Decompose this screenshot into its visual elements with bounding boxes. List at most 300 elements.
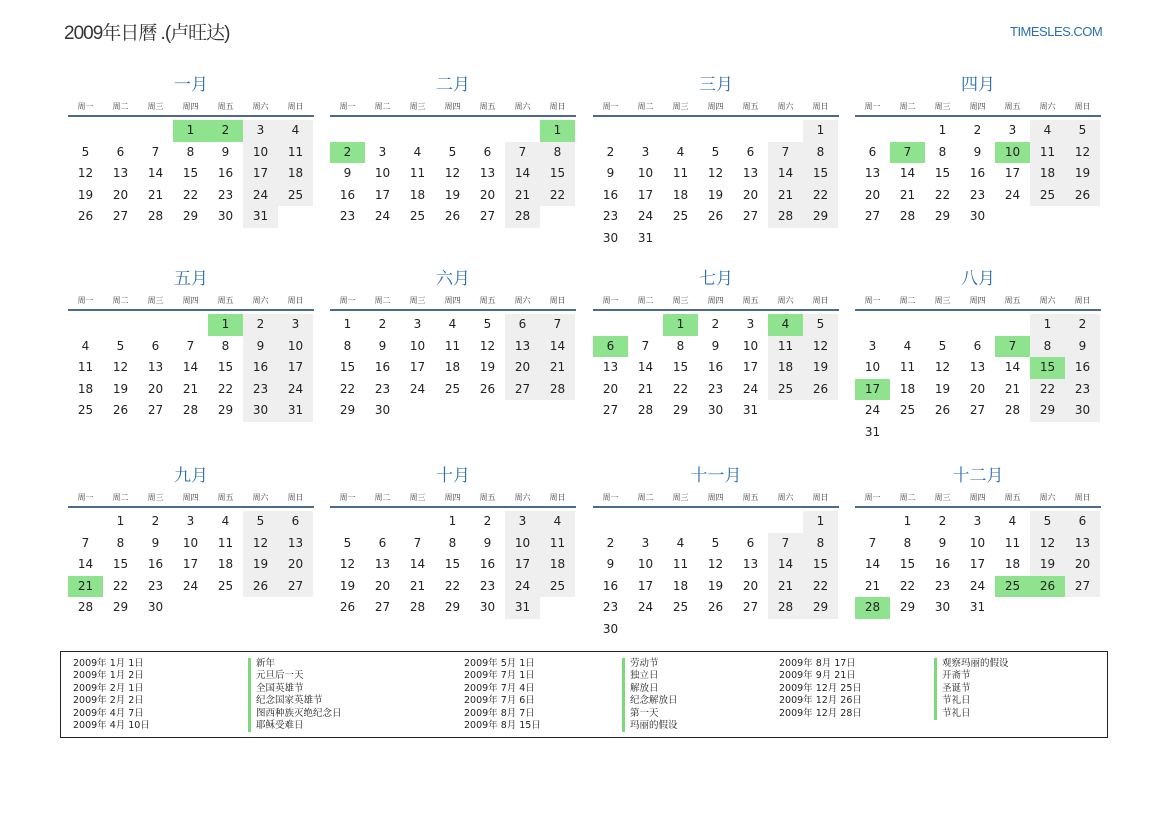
day-cell: 26	[803, 379, 838, 401]
weekday-label: 周一	[339, 102, 356, 111]
day-cell: 31	[742, 403, 759, 418]
day-cell: 5	[938, 338, 947, 353]
day-cell: 21	[899, 187, 916, 202]
day-cell: 8	[343, 338, 352, 353]
day-cell: 11	[409, 166, 426, 181]
day-cell: 2	[378, 317, 387, 331]
day-cell: 31	[243, 206, 278, 228]
day-cell: 9	[343, 166, 352, 181]
day-grid	[68, 314, 314, 422]
day-cell: 27	[278, 576, 313, 598]
day-cell: 25	[444, 381, 461, 396]
empty-cell	[103, 120, 138, 142]
day-cell: 18	[540, 554, 575, 576]
legend-date: 2009年 8月 17日	[779, 658, 856, 669]
weekday-header	[593, 101, 839, 117]
empty-cell	[470, 120, 505, 142]
holiday-day-cell: 10	[995, 142, 1030, 164]
month-name: 三月	[699, 75, 733, 95]
weekday-label: 周一	[864, 296, 881, 305]
day-cell: 3	[378, 144, 387, 159]
day-cell: 2	[243, 314, 278, 336]
day-cell: 9	[243, 336, 278, 358]
weekday-label: 周六	[252, 493, 269, 502]
holiday-day-cell: 4	[768, 314, 803, 336]
day-cell: 10	[969, 535, 986, 550]
legend-holiday-name: 第一天	[622, 708, 678, 720]
day-cell: 15	[803, 163, 838, 185]
day-cell: 23	[339, 209, 356, 224]
day-cell: 13	[864, 166, 881, 181]
weekday-label: 周五	[217, 296, 234, 305]
day-cell: 12	[77, 166, 94, 181]
day-cell: 11	[444, 338, 461, 353]
month-calendar	[68, 73, 314, 228]
weekday-header	[593, 492, 839, 508]
empty-cell	[138, 314, 173, 336]
weekday-label: 周四	[182, 102, 199, 111]
day-cell: 24	[278, 379, 313, 401]
weekday-header	[68, 492, 314, 508]
day-cell: 29	[899, 600, 916, 615]
weekday-label: 周四	[707, 296, 724, 305]
month-name: 一月	[174, 75, 208, 95]
day-cell: 23	[1065, 379, 1100, 401]
day-cell: 2	[973, 123, 982, 137]
weekday-label: 周六	[777, 296, 794, 305]
legend-date: 2009年 2月 2日	[73, 695, 144, 707]
day-cell: 22	[217, 381, 234, 396]
day-cell: 6	[505, 314, 540, 336]
day-cell: 31	[864, 424, 881, 439]
day-cell: 13	[374, 557, 391, 572]
holiday-day-cell: 25	[995, 576, 1030, 598]
empty-cell	[68, 314, 103, 336]
legend-holiday-name: 解放日	[622, 683, 678, 695]
day-cell: 7	[641, 338, 650, 353]
legend-date: 2009年 4月 10日	[73, 720, 150, 732]
day-cell: 19	[339, 578, 356, 593]
day-cell: 11	[672, 557, 689, 572]
weekday-label: 周五	[217, 102, 234, 111]
day-cell: 7	[186, 338, 195, 353]
day-cell: 15	[803, 554, 838, 576]
weekday-label: 周四	[969, 296, 986, 305]
day-cell: 3	[1008, 123, 1017, 137]
empty-cell	[593, 511, 628, 533]
weekday-label: 周六	[1039, 296, 1056, 305]
day-cell: 15	[112, 557, 129, 572]
holiday-day-cell: 6	[593, 336, 628, 358]
day-cell: 13	[969, 360, 986, 375]
day-cell: 19	[707, 578, 724, 593]
day-cell: 6	[746, 535, 755, 550]
legend-date: 2009年 9月 21日	[779, 670, 856, 682]
day-cell: 1	[116, 514, 125, 528]
day-cell: 26	[707, 209, 724, 224]
empty-cell	[593, 120, 628, 142]
weekday-label: 周日	[1074, 493, 1091, 502]
weekday-label: 周三	[409, 493, 426, 502]
day-cell: 26	[77, 209, 94, 224]
weekday-label: 周二	[112, 493, 129, 502]
weekday-label: 周一	[77, 296, 94, 305]
day-cell: 25	[540, 576, 575, 598]
day-cell: 3	[868, 338, 877, 353]
day-cell: 4	[1008, 514, 1017, 528]
day-cell: 9	[938, 535, 947, 550]
holiday-day-cell: 1	[540, 120, 575, 142]
day-cell: 28	[1004, 403, 1021, 418]
legend-date: 2009年 8月 15日	[464, 720, 541, 732]
day-cell: 6	[1065, 511, 1100, 533]
weekday-label: 周三	[672, 493, 689, 502]
day-cell: 18	[672, 187, 689, 202]
empty-cell	[890, 120, 925, 142]
weekday-label: 周二	[637, 493, 654, 502]
day-cell: 13	[742, 166, 759, 181]
day-cell: 16	[602, 187, 619, 202]
legend-holiday-name: 耶稣受难日	[248, 720, 342, 732]
day-cell: 3	[746, 317, 755, 331]
legend-date: 2009年 1月 2日	[73, 670, 144, 682]
empty-cell	[173, 314, 208, 336]
day-cell: 19	[1030, 554, 1065, 576]
day-cell: 9	[221, 144, 230, 159]
day-cell: 20	[374, 578, 391, 593]
day-cell: 30	[934, 600, 951, 615]
day-cell: 16	[217, 166, 234, 181]
day-cell: 31	[505, 597, 540, 619]
weekday-label: 周五	[217, 493, 234, 502]
day-cell: 8	[803, 533, 838, 555]
day-cell: 21	[409, 578, 426, 593]
day-cell: 5	[1065, 120, 1100, 142]
day-cell: 26	[707, 600, 724, 615]
day-cell: 6	[378, 535, 387, 550]
day-cell: 16	[1065, 357, 1100, 379]
weekday-label: 周六	[252, 296, 269, 305]
empty-cell	[768, 120, 803, 142]
legend-date: 2009年 7月 1日	[464, 670, 535, 682]
day-cell: 11	[1004, 535, 1021, 550]
day-cell: 29	[444, 600, 461, 615]
day-cell: 5	[483, 317, 492, 331]
day-cell: 2	[1065, 314, 1100, 336]
weekday-label: 周六	[1039, 493, 1056, 502]
day-cell: 24	[1004, 187, 1021, 202]
day-cell: 5	[711, 535, 720, 550]
day-cell: 25	[672, 209, 689, 224]
day-cell: 7	[768, 142, 803, 164]
weekday-label: 周二	[374, 296, 391, 305]
empty-cell	[855, 120, 890, 142]
day-cell: 20	[505, 357, 540, 379]
day-cell: 15	[217, 360, 234, 375]
day-cell: 27	[505, 379, 540, 401]
month-name: 七月	[699, 269, 733, 289]
empty-cell	[855, 314, 890, 336]
day-cell: 23	[969, 187, 986, 202]
legend-holiday-name: 全国英雄节	[248, 683, 342, 695]
legend-date: 2009年 5月 1日	[464, 658, 535, 669]
empty-cell	[628, 120, 663, 142]
legend-dates-col-1	[73, 658, 150, 732]
day-cell: 8	[186, 144, 195, 159]
day-cell: 31	[969, 600, 986, 615]
day-cell: 27	[742, 600, 759, 615]
empty-cell	[698, 511, 733, 533]
day-cell: 8	[803, 142, 838, 164]
day-cell: 6	[116, 144, 125, 159]
day-cell: 1	[448, 514, 457, 528]
day-cell: 8	[676, 338, 685, 353]
day-cell: 20	[602, 381, 619, 396]
day-cell: 13	[602, 360, 619, 375]
weekday-header	[855, 492, 1101, 508]
day-cell: 25	[278, 185, 313, 207]
day-cell: 3	[505, 511, 540, 533]
day-cell: 29	[803, 206, 838, 228]
weekday-label: 周三	[147, 493, 164, 502]
day-cell: 9	[973, 144, 982, 159]
weekday-label: 周五	[1004, 102, 1021, 111]
legend-holiday-name: 节礼日	[934, 708, 1009, 720]
day-cell: 2	[606, 535, 615, 550]
weekday-label: 周一	[864, 493, 881, 502]
day-cell: 7	[540, 314, 575, 336]
day-cell: 23	[147, 578, 164, 593]
day-cell: 17	[243, 163, 278, 185]
day-cell: 3	[243, 120, 278, 142]
weekday-label: 周一	[602, 296, 619, 305]
weekday-label: 周日	[1074, 296, 1091, 305]
day-cell: 27	[112, 209, 129, 224]
day-cell: 12	[112, 360, 129, 375]
site-link[interactable]: TIMESLES.COM	[1010, 24, 1103, 39]
day-cell: 20	[742, 578, 759, 593]
day-cell: 18	[444, 360, 461, 375]
day-cell: 12	[1065, 142, 1100, 164]
weekday-label: 周六	[252, 102, 269, 111]
day-cell: 10	[637, 166, 654, 181]
month-calendar	[68, 464, 314, 619]
day-cell: 11	[1030, 142, 1065, 164]
weekday-label: 周五	[479, 102, 496, 111]
empty-cell	[628, 511, 663, 533]
page-title: 2009年日曆 .(卢旺达)	[64, 23, 230, 44]
weekday-label: 周三	[672, 102, 689, 111]
day-cell: 1	[343, 317, 352, 331]
day-cell: 28	[505, 206, 540, 228]
day-cell: 8	[116, 535, 125, 550]
empty-cell	[768, 511, 803, 533]
weekday-label: 周四	[969, 102, 986, 111]
day-cell: 12	[339, 557, 356, 572]
day-cell: 21	[768, 576, 803, 598]
day-grid	[855, 120, 1101, 228]
holiday-day-cell: 26	[1030, 576, 1065, 598]
day-cell: 18	[1004, 557, 1021, 572]
day-cell: 25	[672, 600, 689, 615]
day-cell: 28	[768, 597, 803, 619]
month-name: 二月	[436, 75, 470, 95]
legend-date: 2009年 7月 6日	[464, 695, 535, 707]
day-cell: 12	[934, 360, 951, 375]
day-cell: 20	[278, 554, 313, 576]
day-cell: 20	[864, 187, 881, 202]
day-cell: 15	[934, 166, 951, 181]
day-cell: 19	[77, 187, 94, 202]
holiday-day-cell: 2	[208, 120, 243, 142]
day-cell: 25	[409, 209, 426, 224]
day-cell: 28	[147, 209, 164, 224]
empty-cell	[733, 120, 768, 142]
day-cell: 27	[147, 403, 164, 418]
day-cell: 19	[803, 357, 838, 379]
month-calendar	[593, 464, 839, 641]
day-cell: 21	[147, 187, 164, 202]
empty-cell	[593, 314, 628, 336]
day-grid	[855, 314, 1101, 444]
weekday-label: 周五	[479, 296, 496, 305]
holiday-day-cell: 1	[208, 314, 243, 336]
month-calendar	[855, 464, 1101, 619]
day-cell: 17	[374, 187, 391, 202]
month-name: 九月	[174, 466, 208, 486]
holiday-day-cell: 7	[890, 142, 925, 164]
day-cell: 19	[1065, 163, 1100, 185]
weekday-label: 周三	[934, 102, 951, 111]
day-cell: 21	[505, 185, 540, 207]
day-cell: 24	[637, 209, 654, 224]
day-cell: 14	[768, 163, 803, 185]
weekday-label: 周日	[549, 493, 566, 502]
day-cell: 1	[803, 120, 838, 142]
day-cell: 29	[934, 209, 951, 224]
weekday-label: 周二	[374, 493, 391, 502]
day-cell: 14	[864, 557, 881, 572]
day-cell: 12	[803, 336, 838, 358]
day-cell: 18	[1030, 163, 1065, 185]
day-cell: 17	[742, 360, 759, 375]
day-cell: 7	[81, 535, 90, 550]
day-cell: 17	[637, 187, 654, 202]
weekday-label: 周日	[287, 102, 304, 111]
day-cell: 8	[540, 142, 575, 164]
day-cell: 12	[707, 557, 724, 572]
day-cell: 15	[899, 557, 916, 572]
empty-cell	[628, 314, 663, 336]
day-cell: 26	[112, 403, 129, 418]
day-cell: 22	[540, 185, 575, 207]
empty-cell	[68, 511, 103, 533]
day-cell: 19	[479, 360, 496, 375]
day-cell: 5	[343, 535, 352, 550]
day-cell: 26	[1065, 185, 1100, 207]
day-cell: 2	[938, 514, 947, 528]
day-cell: 3	[641, 144, 650, 159]
day-cell: 14	[899, 166, 916, 181]
month-calendar	[330, 267, 576, 422]
day-cell: 27	[602, 403, 619, 418]
day-cell: 24	[969, 578, 986, 593]
day-cell: 14	[182, 360, 199, 375]
weekday-label: 周三	[934, 296, 951, 305]
month-name: 十二月	[952, 466, 1004, 486]
day-cell: 23	[243, 379, 278, 401]
legend-date: 2009年 12月 26日	[779, 695, 862, 707]
empty-cell	[733, 511, 768, 533]
legend-holiday-name: 纪念解放日	[622, 695, 678, 707]
weekday-label: 周四	[707, 493, 724, 502]
legend-holiday-name: 开斋节	[934, 670, 1009, 682]
day-cell: 31	[278, 400, 313, 422]
day-cell: 23	[217, 187, 234, 202]
holiday-legend	[60, 651, 1108, 738]
legend-holiday-name: 图西种族灭绝纪念日	[248, 708, 342, 720]
day-cell: 21	[768, 185, 803, 207]
day-cell: 31	[637, 230, 654, 245]
weekday-label: 周四	[444, 493, 461, 502]
legend-date: 2009年 2月 1日	[73, 682, 144, 694]
day-cell: 13	[147, 360, 164, 375]
day-cell: 30	[479, 600, 496, 615]
day-cell: 9	[378, 338, 387, 353]
day-cell: 17	[505, 554, 540, 576]
day-grid	[593, 511, 839, 641]
day-cell: 17	[409, 360, 426, 375]
day-cell: 22	[934, 187, 951, 202]
weekday-header	[330, 492, 576, 508]
legend-holiday-name: 劳动节	[622, 658, 678, 670]
day-cell: 16	[339, 187, 356, 202]
day-cell: 22	[1030, 379, 1065, 401]
weekday-label: 周五	[1004, 493, 1021, 502]
day-cell: 15	[182, 166, 199, 181]
day-cell: 29	[339, 403, 356, 418]
day-cell: 4	[221, 514, 230, 528]
day-cell: 1	[938, 123, 947, 137]
legend-holiday-name: 纪念国家英雄节	[248, 695, 342, 707]
day-cell: 10	[637, 557, 654, 572]
weekday-label: 周六	[1039, 102, 1056, 111]
day-cell: 7	[868, 535, 877, 550]
day-cell: 19	[707, 187, 724, 202]
day-cell: 21	[637, 381, 654, 396]
day-cell: 22	[803, 576, 838, 598]
month-calendar	[68, 267, 314, 422]
day-cell: 22	[339, 381, 356, 396]
day-cell: 1	[903, 514, 912, 528]
day-cell: 25	[768, 379, 803, 401]
holiday-day-cell: 15	[1030, 357, 1065, 379]
empty-cell	[663, 511, 698, 533]
weekday-label: 周三	[672, 296, 689, 305]
month-calendar	[855, 73, 1101, 228]
day-cell: 25	[899, 403, 916, 418]
empty-cell	[663, 120, 698, 142]
empty-cell	[330, 120, 365, 142]
day-grid	[330, 120, 576, 228]
day-cell: 10	[374, 166, 391, 181]
day-cell: 30	[707, 403, 724, 418]
weekday-label: 周四	[707, 102, 724, 111]
day-cell: 25	[217, 578, 234, 593]
empty-cell	[68, 120, 103, 142]
day-cell: 14	[540, 336, 575, 358]
day-cell: 22	[803, 185, 838, 207]
